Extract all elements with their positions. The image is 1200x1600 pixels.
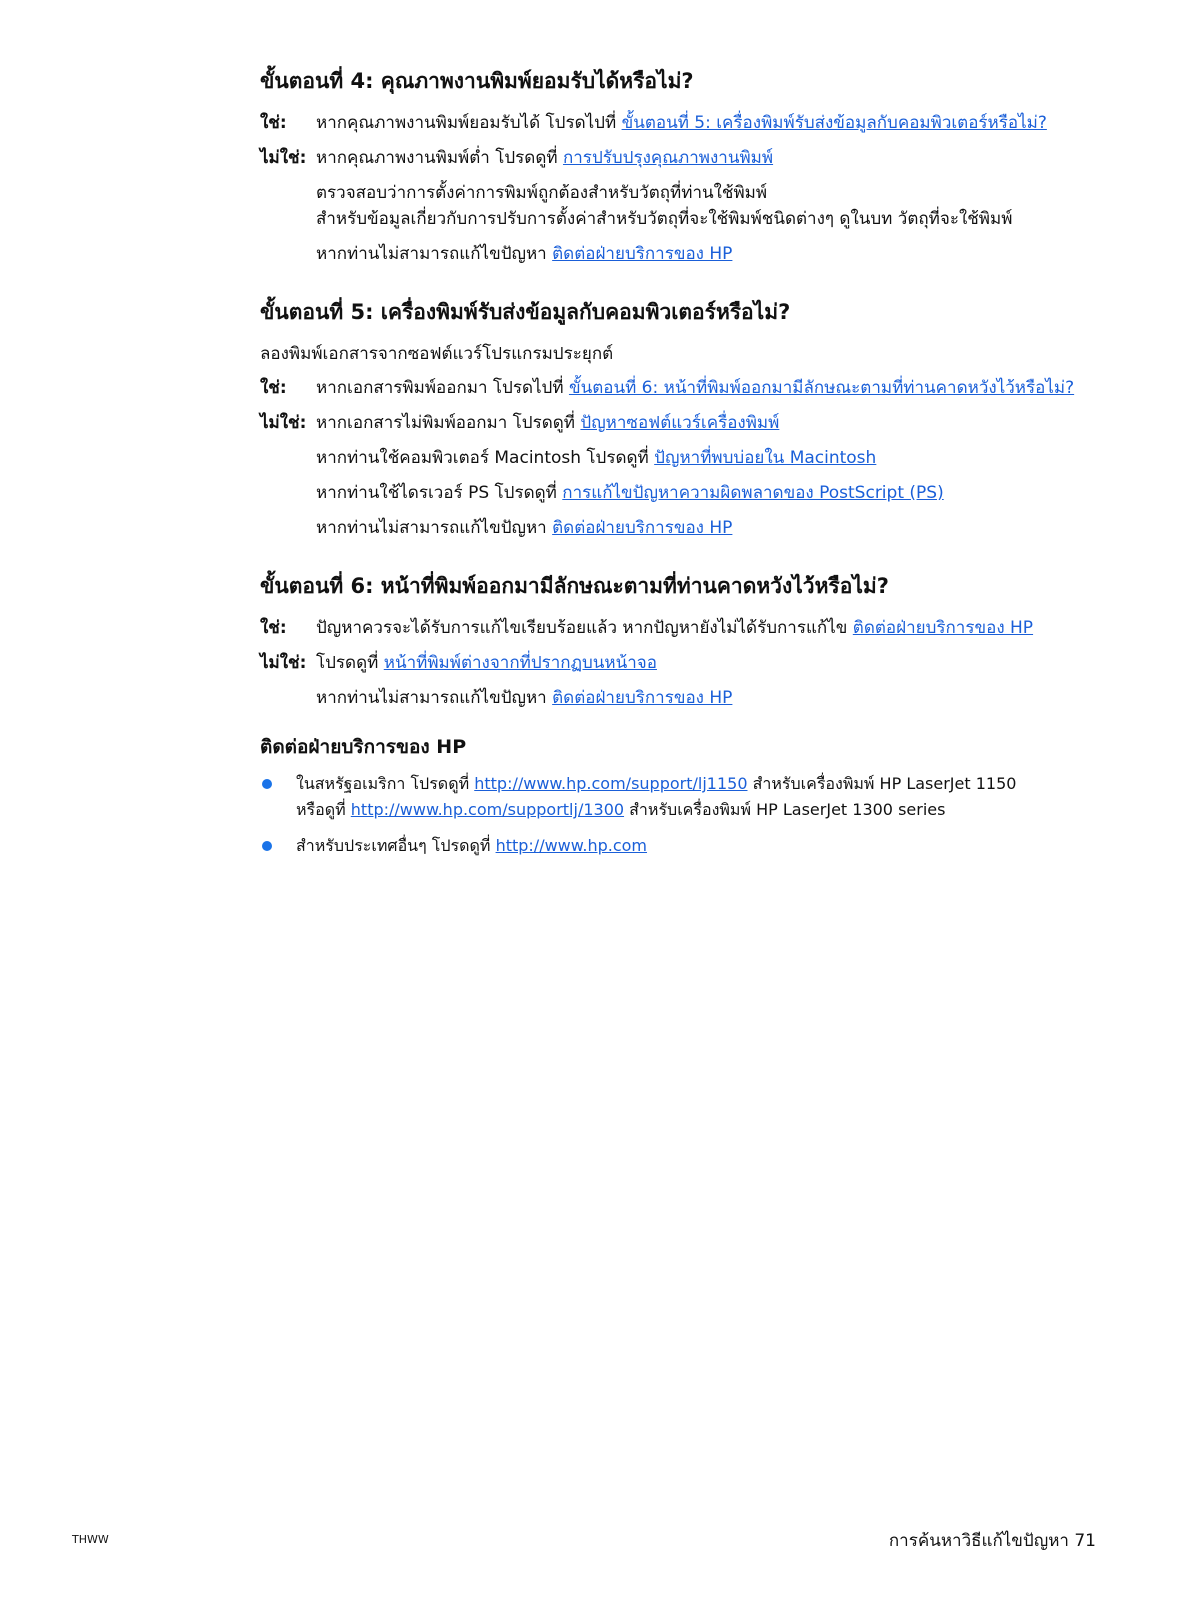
step5-yes-text: หากเอกสารพิมพ์ออกมา โปรดไปที่ bbox=[316, 378, 564, 398]
hp-home-link[interactable]: http://www.hp.com bbox=[495, 836, 648, 855]
lj1150-text: สำหรับเครื่องพิมพ์ HP LaserJet 1150 bbox=[752, 774, 1017, 793]
ps-text: หากท่านใช้ไดรเวอร์ PS โปรดดูที่ bbox=[316, 483, 557, 503]
lj1300-text: สำหรับเครื่องพิมพ์ HP LaserJet 1300 series bbox=[629, 800, 946, 819]
step6-yes-text: ปัญหาควรจะได้รับการแก้ไขเรียบร้อยแล้ว หากปัญหายังไม่ได้รับการแก้ไข bbox=[316, 618, 848, 638]
step4-check-line2: สำหรับข้อมูลเกี่ยวกับการปรับการตั้งค่าสำหรับวัตถุที่จะใช้พิมพ์ชนิดต่างๆ ดูในบท วัตถุที่จะใช้พิมพ์ bbox=[316, 209, 1013, 229]
step5-ps-line bbox=[260, 480, 1160, 506]
no-label: ไม่ใช่: bbox=[260, 148, 307, 168]
usa-text: ในสหรัฐอเมริกา โปรดดูที่ bbox=[296, 774, 470, 793]
list-item bbox=[260, 833, 1160, 859]
step6-no-text: โปรดดูที่ bbox=[316, 653, 379, 673]
step5-intro: ลองพิมพ์เอกสารจากซอฟต์แวร์โปรแกรมประยุกต์ bbox=[260, 344, 614, 364]
screen-mismatch-link[interactable]: หน้าที่พิมพ์ต่างจากที่ปรากฏบนหน้าจอ bbox=[383, 653, 657, 673]
yes-label: ใช่: bbox=[260, 378, 287, 398]
print-quality-link[interactable]: การปรับปรุงคุณภาพงานพิมพ์ bbox=[562, 148, 774, 168]
step5-heading: ขั้นตอนที่ 5: เครื่องพิมพ์รับส่งข้อมูลกับคอมพิวเตอร์หรือไม่? bbox=[260, 300, 791, 324]
software-problems-link[interactable]: ปัญหาซอฟต์แวร์เครื่องพิมพ์ bbox=[580, 413, 780, 433]
other-countries-text: สำหรับประเทศอื่นๆ โปรดดูที่ bbox=[296, 836, 491, 855]
step4-section bbox=[260, 66, 1160, 267]
unsolved-text: หากท่านไม่สามารถแก้ไขปัญหา bbox=[316, 688, 547, 708]
yes-label: ใช่: bbox=[260, 618, 287, 638]
step6-no-row bbox=[260, 650, 1160, 676]
step4-yes-text: หากคุณภาพงานพิมพ์ยอมรับได้ โปรดไปที่ bbox=[316, 113, 617, 133]
step4-no-row bbox=[260, 145, 1160, 171]
lj1150-support-link[interactable]: http://www.hp.com/support/lj1150 bbox=[474, 774, 748, 793]
step5-unsolved bbox=[260, 515, 1160, 541]
contact-hp-link[interactable]: ติดต่อฝ่ายบริการของ HP bbox=[552, 688, 733, 708]
or-see-text: หรือดูที่ bbox=[296, 800, 346, 819]
no-label: ไม่ใช่: bbox=[260, 653, 307, 673]
contact-hp-link[interactable]: ติดต่อฝ่ายบริการของ HP bbox=[552, 244, 733, 264]
list-item bbox=[260, 771, 1160, 823]
contact-section bbox=[260, 733, 1160, 859]
unsolved-text: หากท่านไม่สามารถแก้ไขปัญหา bbox=[316, 244, 547, 264]
no-label: ไม่ใช่: bbox=[260, 413, 307, 433]
mac-text: หากท่านใช้คอมพิวเตอร์ Macintosh โปรดดูที่ bbox=[316, 448, 649, 468]
step6-section bbox=[260, 571, 1160, 711]
step4-unsolved bbox=[260, 241, 1160, 267]
step6-heading: ขั้นตอนที่ 6: หน้าที่พิมพ์ออกมามีลักษณะตามที่ท่านคาดหวังไว้หรือไม่? bbox=[260, 574, 889, 598]
page-content bbox=[260, 66, 1160, 889]
bullet-icon bbox=[262, 841, 272, 851]
step4-check-line1: ตรวจสอบว่าการตั้งค่าการพิมพ์ถูกต้องสำหรับวัตถุที่ท่านใช้พิมพ์ bbox=[316, 183, 768, 203]
step5-mac-line bbox=[260, 445, 1160, 471]
step5-no-text: หากเอกสารไม่พิมพ์ออกมา โปรดดูที่ bbox=[316, 413, 575, 433]
yes-label: ใช่: bbox=[260, 113, 287, 133]
macintosh-problems-link[interactable]: ปัญหาที่พบบ่อยใน Macintosh bbox=[654, 448, 877, 468]
unsolved-text: หากท่านไม่สามารถแก้ไขปัญหา bbox=[316, 518, 547, 538]
step6-yes-row bbox=[260, 615, 1160, 641]
contact-heading: ติดต่อฝ่ายบริการของ HP bbox=[260, 736, 467, 758]
step5-yes-row bbox=[260, 375, 1160, 401]
postscript-errors-link[interactable]: การแก้ไขปัญหาความผิดพลาดของ PostScript (PS) bbox=[562, 483, 944, 503]
lj1300-support-link[interactable]: http://www.hp.com/supportlj/1300 bbox=[350, 800, 625, 819]
contact-hp-link[interactable]: ติดต่อฝ่ายบริการของ HP bbox=[852, 618, 1034, 638]
contact-hp-link[interactable]: ติดต่อฝ่ายบริการของ HP bbox=[552, 518, 733, 538]
step4-heading: ขั้นตอนที่ 4: คุณภาพงานพิมพ์ยอมรับได้หรือไม่? bbox=[260, 69, 694, 93]
step5-no-row bbox=[260, 410, 1160, 436]
step4-yes-row bbox=[260, 110, 1160, 136]
contact-list bbox=[260, 771, 1160, 859]
footer-language-code: THWW bbox=[72, 1533, 109, 1546]
step4-no-text: หากคุณภาพงานพิมพ์ต่ำ โปรดดูที่ bbox=[316, 148, 558, 168]
step6-link[interactable]: ขั้นตอนที่ 6: หน้าที่พิมพ์ออกมามีลักษณะตามที่ท่านคาดหวังไว้หรือไม่? bbox=[568, 378, 1075, 398]
step6-unsolved bbox=[260, 685, 1160, 711]
bullet-icon bbox=[262, 779, 272, 789]
step5-link[interactable]: ขั้นตอนที่ 5: เครื่องพิมพ์รับส่งข้อมูลกับคอมพิวเตอร์หรือไม่? bbox=[621, 113, 1047, 133]
step5-section bbox=[260, 297, 1160, 541]
footer-page-label: การค้นหาวิธีแก้ไขปัญหา 71 bbox=[888, 1531, 1096, 1551]
